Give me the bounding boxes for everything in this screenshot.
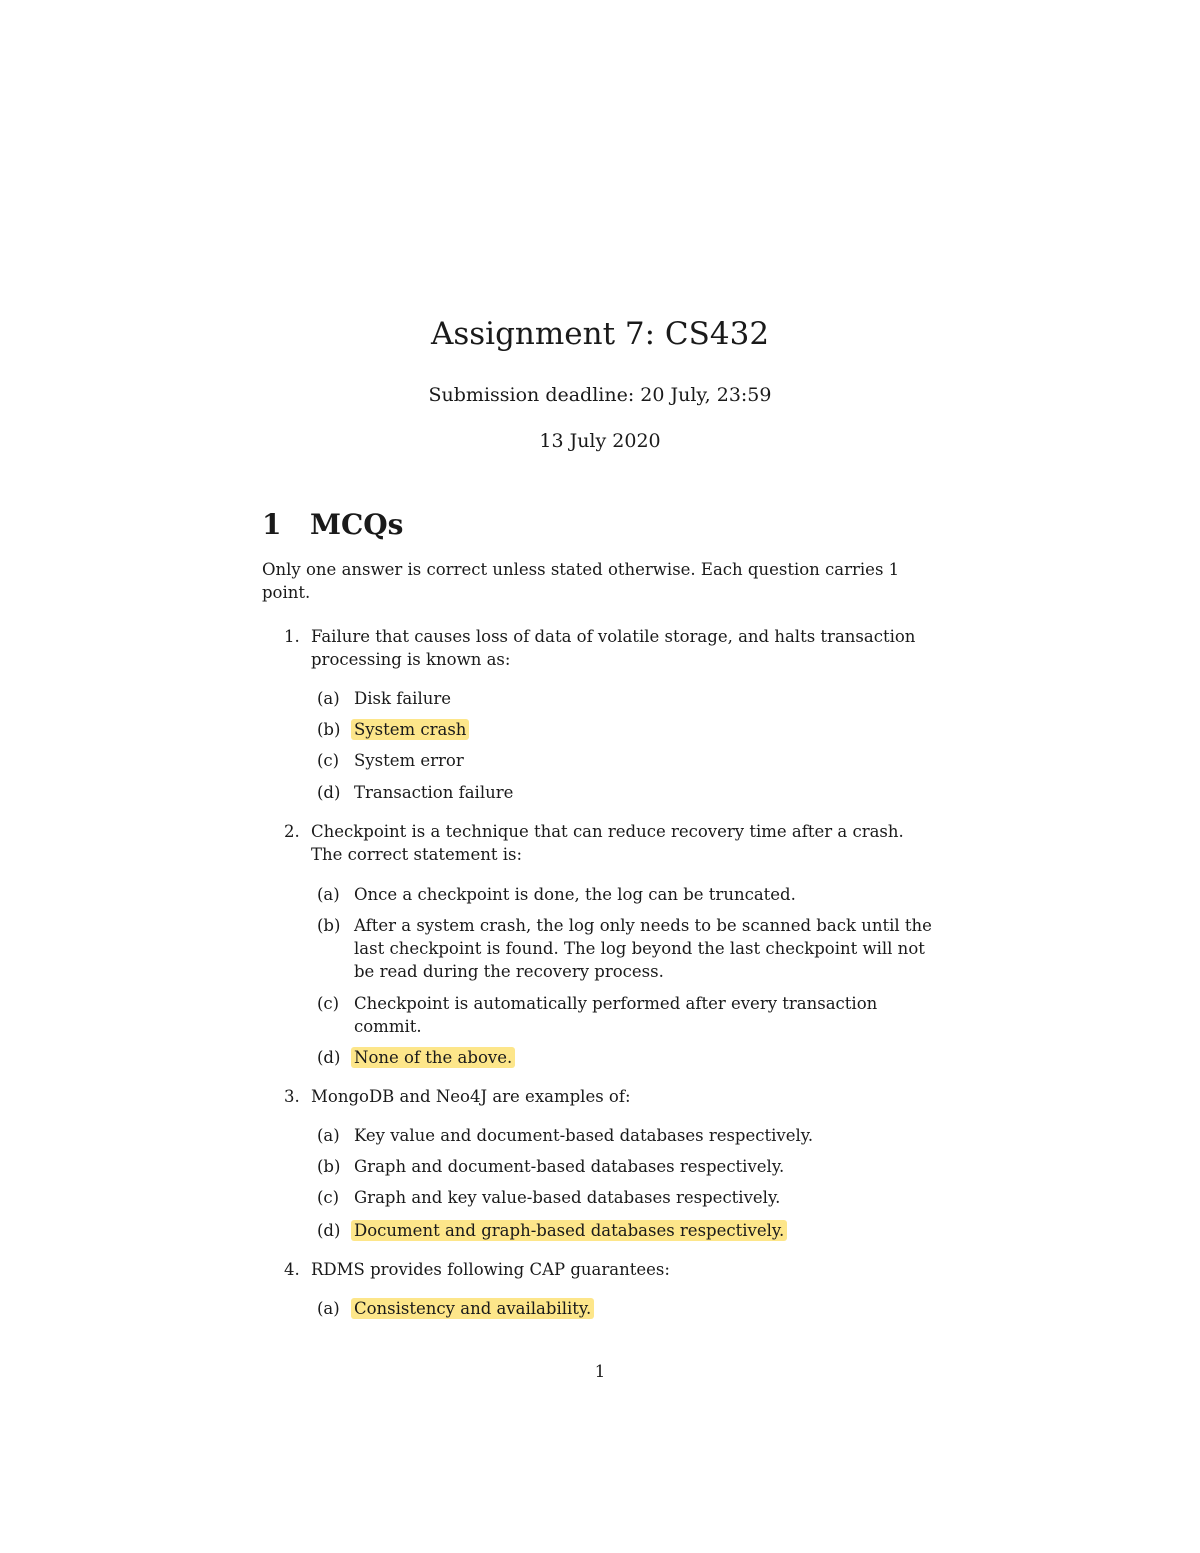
option-label: (a) (317, 689, 340, 708)
question-2-option-b (262, 914, 942, 983)
question-4-option-a (262, 1297, 942, 1320)
option-label: (d) (317, 1048, 341, 1067)
question-3-option-b (262, 1155, 942, 1178)
question-1-option-b (262, 718, 942, 741)
option-label: (b) (317, 720, 341, 739)
option-label: (c) (317, 994, 340, 1013)
section-title: MCQs (310, 508, 404, 541)
submission-deadline: Submission deadline: 20 July, 23:59 (428, 384, 772, 406)
question-text: Checkpoint is a technique that can reduce recovery time after a crash. The correct statement is: (311, 822, 904, 864)
question-1-option-c (262, 749, 942, 772)
question-text: Failure that causes loss of data of volatile storage, and halts transaction processing is known as: (311, 627, 916, 669)
option-text: Once a checkpoint is done, the log can be truncated. (354, 885, 796, 904)
question-number: 3. (284, 1087, 300, 1106)
instructions: Only one answer is correct unless stated otherwise. Each question carries 1 point. (262, 560, 900, 602)
question-1 (262, 625, 942, 671)
option-label: (c) (317, 1188, 340, 1207)
document-title: Assignment 7: CS432 (430, 316, 770, 352)
option-text: Key value and document-based databases respectively. (354, 1126, 814, 1145)
option-label: (a) (317, 885, 340, 904)
option-label: (b) (317, 1157, 341, 1176)
option-label: (d) (317, 783, 341, 802)
option-text: Transaction failure (354, 783, 514, 802)
document-date: 13 July 2020 (539, 430, 661, 452)
option-label: (a) (317, 1299, 340, 1318)
question-number: 2. (284, 822, 300, 841)
option-text: After a system crash, the log only needs to be scanned back until the last checkpoint is found. The log beyond the last checkpoint will not be read during the recovery process. (354, 916, 932, 981)
option-text: Checkpoint is automatically performed after every transaction commit. (354, 994, 878, 1036)
question-3-option-a (262, 1124, 942, 1147)
option-text: Disk failure (354, 689, 451, 708)
highlighted-answer: None of the above. (351, 1047, 515, 1068)
option-label: (c) (317, 751, 340, 770)
question-number: 4. (284, 1260, 300, 1279)
highlighted-answer: Consistency and availability. (351, 1298, 594, 1319)
option-text: System error (354, 751, 464, 770)
question-2-option-c (262, 992, 942, 1038)
question-3-option-c (262, 1186, 942, 1209)
section-heading (262, 505, 403, 545)
question-1-option-d (262, 781, 942, 804)
option-text: Graph and key value-based databases respectively. (354, 1188, 781, 1207)
question-text: RDMS provides following CAP guarantees: (311, 1260, 670, 1279)
question-number: 1. (284, 627, 300, 646)
option-label: (b) (317, 916, 341, 935)
question-2 (262, 820, 942, 866)
question-3 (262, 1085, 942, 1108)
question-1-option-a (262, 687, 942, 710)
question-2-option-d (262, 1046, 942, 1069)
question-2-option-a (262, 883, 942, 906)
option-label: (d) (317, 1221, 341, 1240)
highlighted-answer: Document and graph-based databases respectively. (351, 1220, 787, 1241)
section-number: 1 (262, 508, 282, 541)
question-text: MongoDB and Neo4J are examples of: (311, 1087, 631, 1106)
question-4 (262, 1258, 942, 1281)
option-text: Graph and document-based databases respectively. (354, 1157, 785, 1176)
highlighted-answer: System crash (351, 719, 469, 740)
page-number: 1 (594, 1362, 606, 1381)
question-3-option-d (262, 1219, 942, 1242)
option-label: (a) (317, 1126, 340, 1145)
